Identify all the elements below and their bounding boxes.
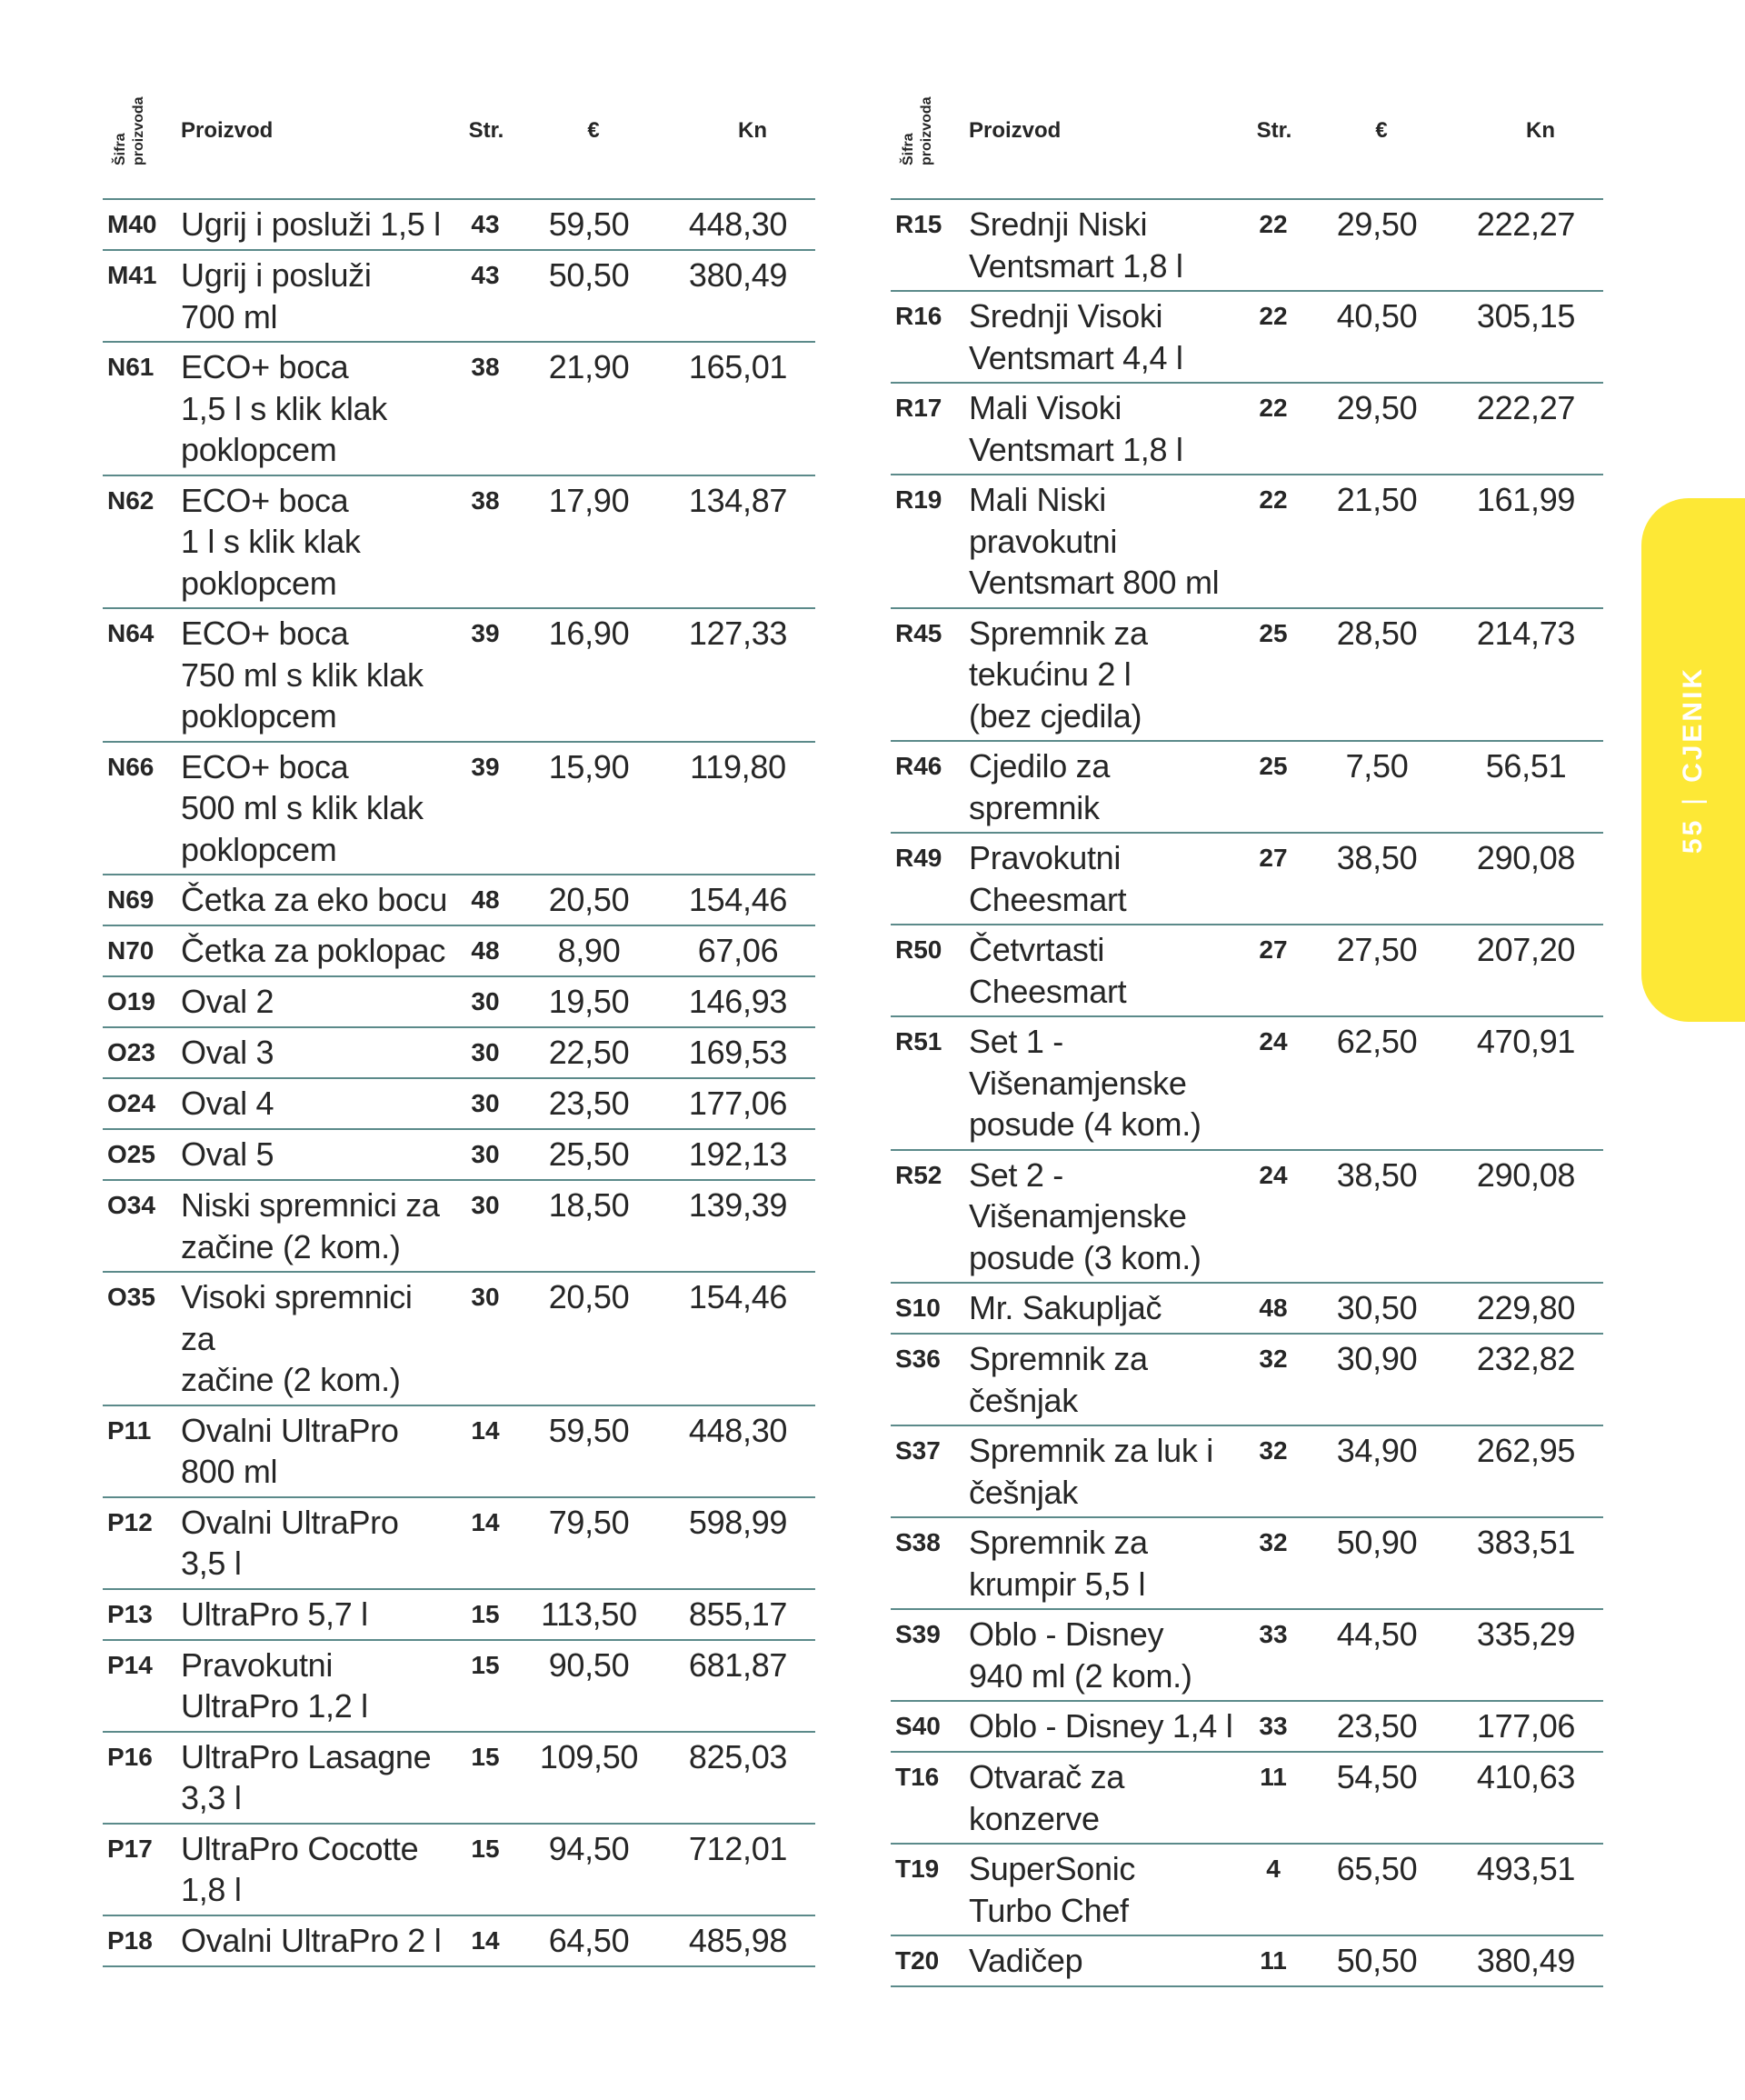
product-name: Visoki spremnici za začine (2 kom.) xyxy=(181,1278,413,1398)
table-row xyxy=(891,742,1603,834)
table-row xyxy=(103,343,815,476)
price-kn: 56,51 xyxy=(1485,747,1567,785)
product-name: Oblo - Disney 1,4 l xyxy=(969,1707,1233,1745)
table-row xyxy=(891,384,1603,475)
product-name: Spremnik za luk i češnjak xyxy=(969,1432,1213,1511)
price-eur: 29,50 xyxy=(1336,205,1418,243)
page-ref: 30 xyxy=(471,1191,500,1219)
page-ref: 30 xyxy=(471,1038,500,1066)
page-ref: 33 xyxy=(1259,1712,1288,1740)
section-tab[interactable] xyxy=(1641,498,1745,1022)
price-eur: 54,50 xyxy=(1336,1758,1418,1795)
product-code: S36 xyxy=(895,1345,941,1373)
price-eur: 50,50 xyxy=(1336,1942,1418,1979)
product-name: Oval 3 xyxy=(181,1034,274,1071)
section-tab-label xyxy=(1678,666,1709,854)
page-ref: 4 xyxy=(1266,1855,1281,1883)
table-row xyxy=(103,1130,815,1181)
table-body xyxy=(103,200,815,1967)
price-eur: 29,50 xyxy=(1336,389,1418,426)
header-str: Str. xyxy=(1256,118,1292,143)
product-code: S37 xyxy=(895,1436,941,1465)
product-code: M40 xyxy=(107,210,157,238)
price-kn: 229,80 xyxy=(1476,1289,1576,1326)
price-eur: 44,50 xyxy=(1336,1615,1418,1653)
header-eur: € xyxy=(587,118,600,143)
header-proizvod: Proizvod xyxy=(181,118,274,143)
price-kn: 161,99 xyxy=(1476,481,1576,518)
product-code: O34 xyxy=(107,1191,155,1219)
price-eur: 65,50 xyxy=(1336,1850,1418,1887)
price-eur: 7,50 xyxy=(1345,747,1409,785)
price-eur: 94,50 xyxy=(548,1829,630,1867)
table-row xyxy=(103,251,815,343)
product-code: T19 xyxy=(895,1855,940,1883)
product-name: Mali Niski pravokutni Ventsmart 800 ml xyxy=(969,481,1220,601)
table-row xyxy=(103,926,815,977)
page-ref: 39 xyxy=(471,752,500,781)
product-code: O19 xyxy=(107,987,155,1015)
product-name: Pravokutni Cheesmart xyxy=(969,839,1127,918)
product-code: S39 xyxy=(895,1620,941,1648)
product-code: T16 xyxy=(895,1763,940,1791)
price-kn: 825,03 xyxy=(688,1737,788,1775)
price-eur: 20,50 xyxy=(548,881,630,918)
price-eur: 21,50 xyxy=(1336,481,1418,518)
product-name: Ovalni UltraPro 2 l xyxy=(181,1921,442,1959)
price-kn: 712,01 xyxy=(688,1829,788,1867)
page-ref: 25 xyxy=(1259,618,1288,647)
product-code: O35 xyxy=(107,1283,155,1311)
product-code: R16 xyxy=(895,302,942,330)
price-kn: 169,53 xyxy=(688,1034,788,1071)
price-eur: 50,50 xyxy=(548,256,630,294)
product-name: Oval 4 xyxy=(181,1085,274,1122)
product-name: Četka za poklopac xyxy=(181,932,446,969)
price-kn: 290,08 xyxy=(1476,839,1576,876)
page-ref: 30 xyxy=(471,987,500,1015)
price-eur: 18,50 xyxy=(548,1186,630,1224)
price-eur: 40,50 xyxy=(1336,297,1418,335)
price-eur: 90,50 xyxy=(548,1645,630,1684)
product-code: N62 xyxy=(107,485,155,515)
product-code: O23 xyxy=(107,1038,155,1066)
table-row xyxy=(103,1181,815,1273)
price-kn: 67,06 xyxy=(697,932,779,969)
table-row xyxy=(103,476,815,610)
product-code: R46 xyxy=(895,752,942,780)
price-eur: 34,90 xyxy=(1336,1432,1418,1469)
table-row xyxy=(891,1151,1603,1285)
product-code: R51 xyxy=(895,1027,942,1055)
price-kn: 222,27 xyxy=(1476,205,1576,243)
product-name: Oval 2 xyxy=(181,983,274,1020)
page-ref: 15 xyxy=(471,1834,500,1863)
product-name: UltraPro Cocotte 1,8 l xyxy=(181,1829,419,1908)
page-ref: 48 xyxy=(471,885,500,914)
product-name: UltraPro 5,7 l xyxy=(181,1595,368,1633)
page-ref: 43 xyxy=(471,210,500,238)
table-row xyxy=(103,1590,815,1641)
product-code: N64 xyxy=(107,619,155,647)
price-kn: 222,27 xyxy=(1476,389,1576,426)
price-table-left xyxy=(103,0,815,1967)
table-header xyxy=(103,0,815,200)
price-eur: 79,50 xyxy=(548,1503,630,1541)
price-kn: 232,82 xyxy=(1476,1340,1576,1377)
price-eur: 64,50 xyxy=(548,1921,630,1959)
table-row xyxy=(103,1273,815,1406)
header-proizvod: Proizvod xyxy=(969,118,1062,143)
product-name: Mali Visoki Ventsmart 1,8 l xyxy=(969,389,1183,468)
page-number: 55 xyxy=(1678,817,1708,855)
price-kn: 448,30 xyxy=(688,1411,788,1449)
product-code: R19 xyxy=(895,485,942,514)
table-row xyxy=(891,1017,1603,1151)
product-name: Ovalni UltraPro 800 ml xyxy=(181,1411,399,1490)
table-row xyxy=(103,1916,815,1967)
price-kn: 139,39 xyxy=(688,1186,788,1224)
header-kn: Kn xyxy=(738,118,767,143)
price-eur: 109,50 xyxy=(539,1737,639,1775)
price-eur: 20,50 xyxy=(548,1278,630,1315)
product-name: ECO+ boca 750 ml s klik klak poklopcem xyxy=(181,615,424,735)
page-ref: 24 xyxy=(1259,1027,1288,1055)
price-kn: 119,80 xyxy=(690,747,786,785)
price-eur: 22,50 xyxy=(548,1034,630,1071)
product-code: R15 xyxy=(895,210,942,238)
page-ref: 22 xyxy=(1259,485,1288,514)
product-code: N69 xyxy=(107,885,155,914)
table-row xyxy=(891,200,1603,292)
product-name: Srednji Visoki Ventsmart 4,4 l xyxy=(969,297,1183,376)
page-ref: 48 xyxy=(1259,1294,1288,1322)
product-code: S40 xyxy=(895,1712,941,1740)
table-header xyxy=(891,0,1603,200)
price-eur: 59,50 xyxy=(548,205,630,243)
price-kn: 485,98 xyxy=(688,1921,788,1959)
table-row xyxy=(103,977,815,1028)
product-name: Niski spremnici za začine (2 kom.) xyxy=(181,1186,440,1265)
price-kn: 192,13 xyxy=(688,1135,788,1173)
product-code: R49 xyxy=(895,844,942,872)
price-kn: 305,15 xyxy=(1476,297,1576,335)
product-code: R45 xyxy=(895,618,942,647)
product-name: Spremnik za krumpir 5,5 l xyxy=(969,1524,1148,1603)
product-code: N70 xyxy=(107,936,155,965)
product-code: P12 xyxy=(107,1507,153,1536)
price-eur: 62,50 xyxy=(1336,1023,1418,1060)
price-kn: 681,87 xyxy=(688,1645,788,1684)
price-eur: 23,50 xyxy=(548,1085,630,1122)
price-kn: 855,17 xyxy=(688,1595,788,1633)
price-eur: 38,50 xyxy=(1336,839,1418,876)
price-kn: 134,87 xyxy=(688,481,788,519)
price-eur: 21,90 xyxy=(548,348,630,385)
table-row xyxy=(891,925,1603,1017)
product-name: Vadičep xyxy=(969,1942,1083,1979)
price-eur: 17,90 xyxy=(548,481,630,519)
product-name: Pravokutni UltraPro 1,2 l xyxy=(181,1645,368,1725)
page-ref: 15 xyxy=(471,1742,500,1771)
page-ref: 11 xyxy=(1260,1763,1287,1791)
price-eur: 27,50 xyxy=(1336,931,1418,968)
page-ref: 32 xyxy=(1259,1436,1288,1465)
price-kn: 470,91 xyxy=(1476,1023,1576,1060)
price-eur: 30,50 xyxy=(1336,1289,1418,1326)
price-eur: 113,50 xyxy=(541,1595,637,1633)
product-code: P14 xyxy=(107,1650,153,1679)
page-ref: 22 xyxy=(1259,210,1288,238)
page-ref: 24 xyxy=(1259,1160,1288,1189)
header-str: Str. xyxy=(468,118,504,143)
product-name: Set 2 - Višenamjenske posude (3 kom.) xyxy=(969,1155,1202,1276)
price-kn: 380,49 xyxy=(688,256,788,294)
page-ref: 43 xyxy=(471,261,500,289)
price-kn: 335,29 xyxy=(1476,1615,1576,1653)
page-ref: 48 xyxy=(471,936,500,965)
price-table-right xyxy=(891,0,1603,1987)
product-code: R17 xyxy=(895,394,942,422)
table-row xyxy=(103,1641,815,1733)
page-ref: 38 xyxy=(471,485,500,515)
product-name: Set 1 - Višenamjenske posude (4 kom.) xyxy=(969,1023,1202,1143)
product-code: N66 xyxy=(107,752,155,781)
price-eur: 23,50 xyxy=(1336,1707,1418,1745)
price-kn: 177,06 xyxy=(1476,1707,1576,1745)
product-name: Srednji Niski Ventsmart 1,8 l xyxy=(969,205,1183,285)
product-code: O25 xyxy=(107,1140,155,1168)
price-kn: 493,51 xyxy=(1476,1850,1576,1887)
table-row xyxy=(891,1610,1603,1702)
price-eur: 15,90 xyxy=(548,747,630,785)
price-eur: 50,90 xyxy=(1336,1524,1418,1561)
price-kn: 127,33 xyxy=(688,615,788,652)
table-row xyxy=(891,1335,1603,1426)
price-kn: 290,08 xyxy=(1476,1155,1576,1194)
table-row xyxy=(891,609,1603,743)
price-kn: 262,95 xyxy=(1476,1432,1576,1469)
product-code: R52 xyxy=(895,1160,942,1189)
price-eur: 8,90 xyxy=(557,932,621,969)
table-row xyxy=(103,1028,815,1079)
page-ref: 14 xyxy=(471,1507,500,1536)
page-ref: 39 xyxy=(471,619,500,647)
header-sifra-proizvoda: Šifra proizvoda xyxy=(901,96,934,165)
price-kn: 154,46 xyxy=(688,1278,788,1315)
price-eur: 59,50 xyxy=(548,1411,630,1449)
table-row xyxy=(103,1406,815,1498)
price-kn: 214,73 xyxy=(1476,614,1576,652)
price-kn: 146,93 xyxy=(688,983,788,1020)
table-row xyxy=(103,1498,815,1590)
product-code: N61 xyxy=(107,353,155,381)
page-ref: 30 xyxy=(471,1140,500,1168)
price-kn: 383,51 xyxy=(1476,1524,1576,1561)
section-name: CJENIK xyxy=(1678,665,1708,783)
page-ref: 15 xyxy=(471,1599,500,1628)
product-code: S38 xyxy=(895,1528,941,1556)
price-eur: 16,90 xyxy=(548,615,630,652)
page-ref: 38 xyxy=(471,353,500,381)
tab-separator: | xyxy=(1678,795,1708,805)
table-row xyxy=(891,475,1603,609)
price-kn: 448,30 xyxy=(688,205,788,243)
product-name: SuperSonic Turbo Chef xyxy=(969,1850,1136,1929)
table-row xyxy=(891,1753,1603,1845)
price-eur: 38,50 xyxy=(1336,1155,1418,1194)
page-ref: 27 xyxy=(1259,844,1288,872)
product-code: O24 xyxy=(107,1089,155,1117)
page-ref: 30 xyxy=(471,1283,500,1311)
table-row xyxy=(891,292,1603,384)
table-body xyxy=(891,200,1603,1987)
page-ref: 22 xyxy=(1259,394,1288,422)
table-row xyxy=(891,1845,1603,1936)
price-kn: 380,49 xyxy=(1476,1942,1576,1979)
product-code: R50 xyxy=(895,935,942,964)
table-row xyxy=(103,1825,815,1916)
price-eur: 25,50 xyxy=(548,1135,630,1173)
table-row xyxy=(891,834,1603,925)
product-name: Ugrij i posluži 1,5 l xyxy=(181,205,441,243)
table-row xyxy=(891,1518,1603,1610)
page-ref: 27 xyxy=(1259,935,1288,964)
table-row xyxy=(103,1733,815,1825)
page-ref: 33 xyxy=(1259,1620,1288,1648)
product-name: ECO+ boca 1,5 l s klik klak poklopcem xyxy=(181,348,387,468)
product-code: M41 xyxy=(107,261,157,289)
header-sifra-proizvoda: Šifra proizvoda xyxy=(113,96,146,165)
table-row xyxy=(103,743,815,876)
page-ref: 14 xyxy=(471,1925,500,1955)
product-name: Četvrtasti Cheesmart xyxy=(969,931,1127,1010)
page-ref: 32 xyxy=(1259,1345,1288,1373)
price-kn: 177,06 xyxy=(688,1085,788,1122)
table-row xyxy=(891,1284,1603,1335)
table-row xyxy=(891,1426,1603,1518)
product-name: Oval 5 xyxy=(181,1135,274,1173)
product-code: P11 xyxy=(107,1415,152,1445)
table-row xyxy=(891,1702,1603,1753)
page-ref: 11 xyxy=(1260,1946,1287,1975)
price-kn: 154,46 xyxy=(688,881,788,918)
product-name: Ovalni UltraPro 3,5 l xyxy=(181,1503,399,1582)
product-code: P18 xyxy=(107,1925,153,1955)
product-code: P16 xyxy=(107,1742,153,1771)
price-kn: 410,63 xyxy=(1476,1758,1576,1795)
page-ref: 14 xyxy=(471,1415,500,1445)
product-name: Mr. Sakupljač xyxy=(969,1289,1162,1326)
product-name: Otvarač za konzerve xyxy=(969,1758,1125,1837)
product-name: Oblo - Disney 940 ml (2 kom.) xyxy=(969,1615,1192,1695)
price-eur: 19,50 xyxy=(548,983,630,1020)
price-eur: 30,90 xyxy=(1336,1340,1418,1377)
header-eur: € xyxy=(1375,118,1388,143)
product-code: S10 xyxy=(895,1294,941,1322)
page-ref: 15 xyxy=(471,1650,500,1679)
table-row xyxy=(103,875,815,926)
product-name: Ugrij i posluži 700 ml xyxy=(181,256,372,335)
table-row xyxy=(103,1079,815,1130)
table-row xyxy=(103,200,815,251)
product-code: T20 xyxy=(895,1946,940,1975)
price-kn: 598,99 xyxy=(688,1503,788,1541)
page-ref: 22 xyxy=(1259,302,1288,330)
page-ref: 25 xyxy=(1259,752,1288,780)
product-name: UltraPro Lasagne 3,3 l xyxy=(181,1737,432,1816)
price-eur: 28,50 xyxy=(1336,614,1418,652)
product-name: Cjedilo za spremnik xyxy=(969,747,1111,826)
page-ref: 32 xyxy=(1259,1528,1288,1556)
page-ref: 30 xyxy=(471,1089,500,1117)
product-name: Četka za eko bocu xyxy=(181,881,448,918)
product-name: Spremnik za češnjak xyxy=(969,1340,1148,1419)
product-code: P13 xyxy=(107,1599,153,1628)
price-kn: 207,20 xyxy=(1476,931,1576,968)
table-row xyxy=(103,609,815,743)
product-name: ECO+ boca 1 l s klik klak poklopcem xyxy=(181,481,361,602)
price-kn: 165,01 xyxy=(688,348,788,385)
product-code: P17 xyxy=(107,1834,153,1863)
table-row xyxy=(891,1936,1603,1987)
header-kn: Kn xyxy=(1526,118,1555,143)
product-name: ECO+ boca 500 ml s klik klak poklopcem xyxy=(181,747,424,868)
product-name: Spremnik za tekućinu 2 l (bez cjedila) xyxy=(969,614,1148,735)
